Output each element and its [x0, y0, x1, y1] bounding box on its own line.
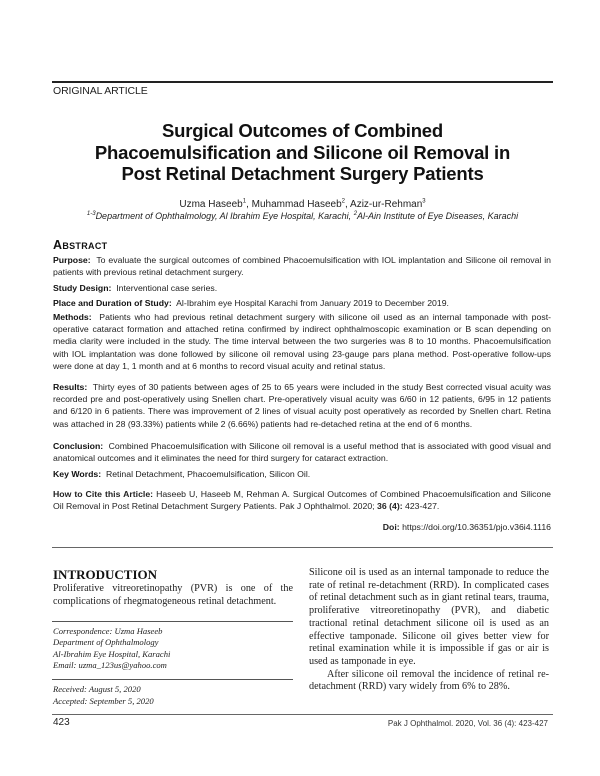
- received-date: Received: August 5, 2020: [53, 684, 141, 694]
- page-number: 423: [53, 717, 70, 728]
- affiliation-text: Department of Ophthalmology, Al Ibrahim Eye Hospital, Karachi,: [95, 211, 354, 221]
- body-paragraph: Silicone oil is used as an internal tamponade to reduce the rate of retinal re-detachment (RRD). In complicated cases of retinal detachment such as in giant retinal tears, trauma, proliferative vitreoretinopathy (PVR), and diabetic tractional retinal detachment silicone oil is used as an effective tamponade. Silicone oil gives better view for retinal examination while it is impossible if gas or air is used as tamponade in eye.: [309, 567, 549, 667]
- abstract-label: Methods:: [53, 312, 92, 322]
- title-line-3: Post Retinal Detachment Surgery Patients: [121, 163, 484, 184]
- author-sup: 2: [341, 198, 346, 205]
- section-label: ORIGINAL ARTICLE: [53, 85, 148, 97]
- abstract-label: Purpose:: [53, 255, 91, 265]
- abstract-text: Interventional case series.: [116, 283, 218, 293]
- abstract-text: Retinal Detachment, Phacoemulsification, Silicon Oil.: [105, 469, 311, 479]
- citation-pages: 423-427.: [402, 501, 440, 512]
- author-list: Uzma Haseeb$^1$, Muhammad Haseeb$^2$, Aziz-ur-Rehman$^3$: [179, 198, 426, 210]
- body-paragraph: After silicone oil removal the incidence of retinal re-detachment (RRD) vary widely from 6% to 28%.: [309, 668, 549, 693]
- affiliation-sup: 1-3: [86, 211, 96, 217]
- introduction-paragraph: Proliferative vitreoretinopathy (PVR) is one of the complications of rhegmatogeneous retinal detachment.: [53, 583, 293, 607]
- accepted-date: Accepted: September 5, 2020: [53, 695, 154, 706]
- correspondence-email[interactable]: Email: uzma_123us@yahoo.com: [53, 659, 167, 670]
- abstract-place-duration: [53, 297, 551, 309]
- dates-divider: [52, 679, 293, 680]
- footer-rule: [52, 714, 553, 715]
- author-name: Aziz-ur-Rehman: [350, 199, 423, 210]
- correspondence-dept: Department of Ophthalmology: [53, 637, 159, 648]
- abstract-methods: [53, 311, 551, 372]
- abstract-text: Combined Phacoemulsification with Silicone oil removal is a useful method that is associated with good visual and anatomical outcomes and it eliminates the need for third surgery for cataract extraction.: [53, 441, 551, 464]
- correspondence-divider: [52, 621, 293, 622]
- abstract-label: Conclusion:: [53, 441, 104, 451]
- abstract-label: Results:: [53, 382, 88, 392]
- journal-reference: Pak J Ophthalmol. 2020, Vol. 36 (4): 423-427: [387, 719, 548, 728]
- affiliation-sup: 2: [353, 211, 358, 217]
- abstract-text: Thirty eyes of 30 patients between ages of 25 to 65 years were included in the study Best corrected visual acuity was recorded pre and post-operatively using Snellen chart. Pre-operatively visual acuity was 6/60 in 12 patients, 6/95 in 12 patients and 6/120 in 6 patients. There was improvement of 2 lines of visual acuity post operatively as recorded by Snellen chart. Retina was attached in 28 (93.33%) patients while 2 (6.66%) patients had re-detached retina at the end of 6 months.: [53, 382, 551, 429]
- affiliations: [52, 211, 553, 221]
- abstract-keywords: [53, 468, 551, 480]
- affiliation-text: Al-Ain Institute of Eye Diseases, Karachi: [357, 211, 519, 221]
- article-title: [52, 120, 553, 185]
- doi-label: Doi:: [382, 522, 400, 532]
- author-name: Uzma Haseeb: [179, 199, 243, 210]
- correspondence-block: [53, 626, 170, 671]
- header-rule: [52, 81, 553, 83]
- doi-line: [383, 522, 551, 532]
- title-line-1: Surgical Outcomes of Combined: [162, 120, 443, 141]
- correspondence-name: Correspondence: Uzma Haseeb: [53, 626, 163, 636]
- abstract-text: Al-Ibrahim eye Hospital Karachi from January 2019 to December 2019.: [176, 298, 449, 308]
- abstract-results: [53, 381, 551, 430]
- abstract-purpose: [53, 254, 551, 278]
- citation-volume: 36 (4):: [377, 501, 403, 512]
- abstract-study-design: [53, 282, 551, 294]
- abstract-text: Patients who had previous retinal detachment surgery with silicone oil used as an internal tamponade with post-operative cataract formation and attached retina confirmed by indirect ophthalmoscopic examination or B scan depending on media clarity were included in the study. The time interval between the two surgeries was 8 to 10 months. Phacoemulsification with IOL implantation was done followed by silicone oil removal using 23-gauge pars plana method. Post-operative follow-ups were done at day 1, 1 month and at 6 months to record visual acuity and retinal status.: [53, 312, 551, 371]
- abstract-conclusion: [53, 440, 551, 464]
- citation-label: How to Cite this Article:: [53, 489, 154, 499]
- correspondence-hospital: Al-Ibrahim Eye Hospital, Karachi: [53, 648, 171, 659]
- author-sup: 3: [422, 198, 426, 205]
- citation-block: [53, 488, 551, 512]
- abstract-divider: [52, 547, 553, 548]
- dates-block: [53, 684, 154, 707]
- abstract-text: To evaluate the surgical outcomes of combined Phacoemulsification with IOL implantation and Silicone oil removal in patients with previous retinal detachment surgery.: [53, 255, 551, 278]
- right-column: [309, 567, 549, 694]
- author-name: Muhammad Haseeb: [251, 199, 342, 210]
- doi-link[interactable]: https://doi.org/10.36351/pjo.v36i4.1116: [399, 522, 551, 532]
- abstract-heading: Abstract: [53, 238, 108, 252]
- abstract-label: Place and Duration of Study:: [53, 298, 172, 308]
- abstract-label: Study Design:: [53, 283, 112, 293]
- title-line-2: Phacoemulsification and Silicone oil Removal in: [94, 141, 511, 163]
- abstract-label: Key Words:: [53, 469, 102, 479]
- introduction-heading: INTRODUCTION: [53, 567, 158, 582]
- author-sup: 1: [242, 198, 247, 205]
- citation-text: Haseeb U, Haseeb M, Rehman A. Surgical Outcomes of Combined Phacoemulsification and Silicone Oil Removal in Post Retinal Detachment Surgery Patients. Pak J Ophthalmol. 2020;: [53, 489, 551, 512]
